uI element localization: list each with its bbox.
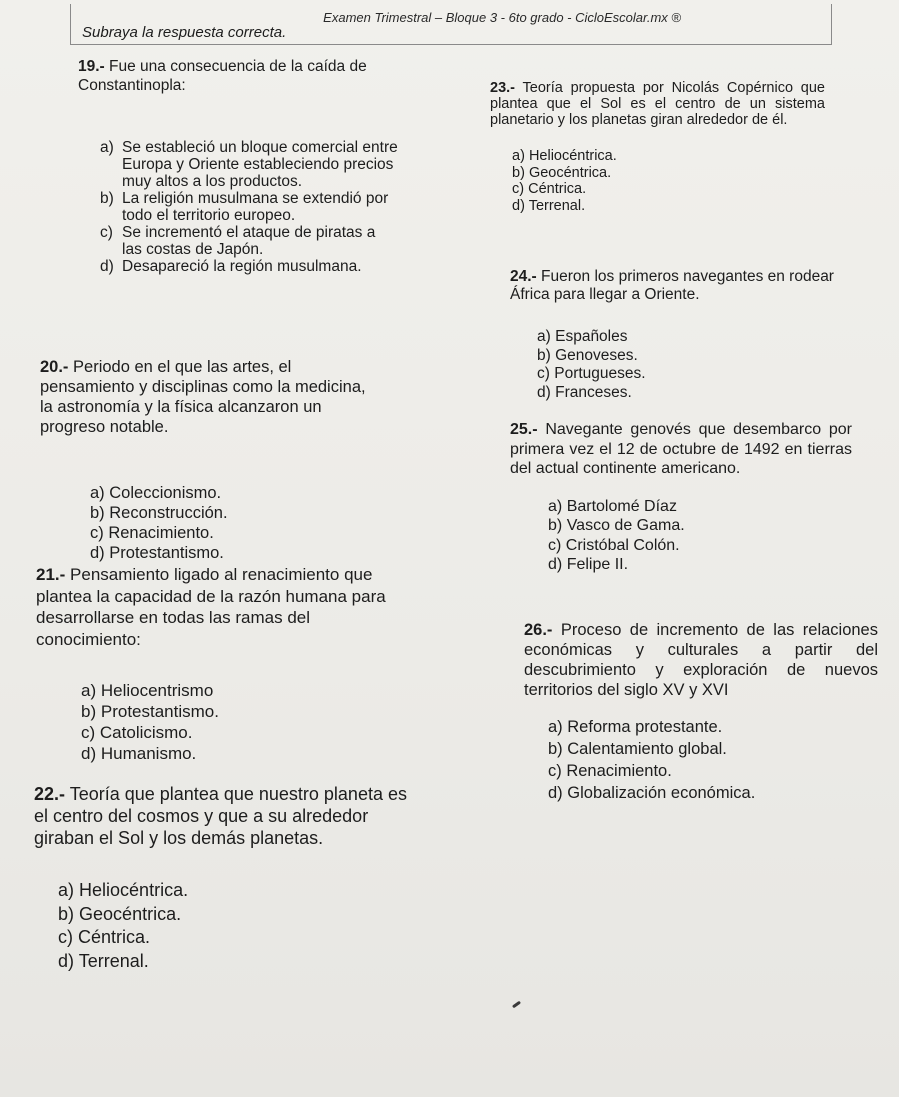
- answer-option[interactable]: [90, 503, 380, 523]
- question-text: Fue una consecuencia de la caída de Constantinopla:: [78, 58, 367, 94]
- option-letter: c): [81, 723, 96, 742]
- question-25-stem: [510, 420, 852, 479]
- question-26: [506, 620, 878, 804]
- option-letter: a): [81, 681, 97, 700]
- question-21-stem: [36, 564, 416, 650]
- answer-option[interactable]: [90, 483, 380, 503]
- option-text: Terrenal.: [528, 197, 586, 214]
- option-letter: d): [548, 784, 563, 802]
- question-number: 23.-: [490, 80, 515, 96]
- answer-options: [490, 148, 825, 214]
- question-20: [40, 357, 380, 563]
- answer-option[interactable]: [58, 903, 424, 927]
- option-letter: d): [81, 744, 97, 763]
- answer-option[interactable]: [512, 198, 825, 215]
- option-letter: d): [537, 383, 551, 401]
- option-text: Céntrica.: [78, 927, 151, 947]
- question-21: [36, 564, 416, 764]
- answer-options: [510, 497, 852, 575]
- option-text: Catolicismo.: [99, 723, 193, 742]
- option-text: Heliocéntrica.: [79, 880, 189, 900]
- question-23-stem: [490, 80, 825, 128]
- answer-option[interactable]: [81, 701, 416, 722]
- option-letter: d): [548, 556, 563, 573]
- option-letter: a): [537, 328, 551, 345]
- option-text: Vasco de Gama.: [566, 517, 685, 534]
- answer-option[interactable]: [81, 722, 416, 743]
- question-text: Pensamiento ligado al renacimiento que plantea la capacidad de la razón humana para desarrollarse en todas las ramas del conocimiento:: [36, 565, 386, 649]
- option-text: Reforma protestante.: [567, 718, 723, 736]
- answer-option[interactable]: [512, 148, 825, 165]
- option-letter: c): [90, 524, 104, 542]
- answer-options: [36, 680, 416, 764]
- option-text: Renacimiento.: [566, 762, 672, 780]
- answer-option[interactable]: [537, 384, 840, 403]
- option-letter: b): [100, 190, 114, 207]
- question-26-stem: [506, 620, 878, 700]
- question-19: [78, 58, 398, 275]
- answer-option[interactable]: [537, 328, 840, 347]
- option-text: Protestantismo.: [109, 544, 224, 562]
- option-letter: b): [512, 164, 525, 181]
- question-22-stem: [34, 783, 424, 849]
- option-text: Heliocéntrica.: [528, 148, 617, 164]
- question-text: Teoría propuesta por Nicolás Copérnico que plantea que el Sol es el centro de un sistema planetario y los planetas giran alrededor de él.: [490, 80, 825, 128]
- option-text: Renacimiento.: [108, 524, 214, 542]
- option-text: Heliocentrismo: [100, 681, 214, 700]
- question-25: [510, 420, 852, 575]
- option-letter: d): [100, 258, 114, 275]
- option-letter: a): [512, 148, 525, 164]
- answer-option[interactable]: [100, 190, 398, 224]
- question-number: 21.-: [36, 565, 66, 584]
- option-letter: b): [58, 903, 75, 924]
- answer-option[interactable]: [100, 139, 398, 190]
- answer-option[interactable]: [537, 347, 840, 366]
- question-23: [490, 80, 825, 214]
- exam-header-title: Examen Trimestral – Bloque 3 - 6to grado - CicloEscolar.mx ®: [323, 10, 681, 25]
- answer-options: [34, 879, 424, 973]
- option-letter: d): [58, 950, 75, 971]
- answer-option[interactable]: [548, 516, 852, 536]
- answer-option[interactable]: [58, 926, 424, 950]
- option-letter: c): [537, 365, 550, 382]
- option-text: Geocéntrica.: [528, 164, 612, 181]
- option-letter: c): [58, 927, 73, 947]
- answer-option[interactable]: [548, 716, 878, 738]
- answer-option[interactable]: [537, 365, 840, 384]
- option-text: Portugueses.: [554, 365, 646, 382]
- answer-option[interactable]: [548, 782, 878, 804]
- question-text: Fueron los primeros navegantes en rodear África para llegar a Oriente.: [510, 268, 834, 303]
- question-text: Proceso de incremento de las relaciones económicas y culturales a partir del descubrimiento y exploración de nuevos territorios del siglo XV y XVI: [524, 621, 878, 699]
- answer-option[interactable]: [58, 950, 424, 974]
- question-20-stem: [40, 357, 380, 437]
- answer-option[interactable]: [81, 743, 416, 764]
- option-text: Españoles: [555, 328, 628, 345]
- answer-options: [506, 716, 878, 804]
- option-text: Genoveses.: [555, 346, 638, 364]
- option-letter: b): [548, 517, 563, 534]
- instruction-text: Subraya la respuesta correcta.: [82, 24, 287, 41]
- answer-option[interactable]: [548, 738, 878, 760]
- option-text: Terrenal.: [78, 950, 149, 971]
- option-letter: c): [548, 762, 562, 780]
- option-text: Reconstrucción.: [109, 504, 228, 522]
- answer-option[interactable]: [81, 680, 416, 701]
- answer-option[interactable]: [90, 543, 380, 563]
- option-text: Felipe II.: [566, 556, 629, 573]
- option-letter: b): [90, 504, 105, 522]
- option-text: Bartolomé Díaz: [566, 497, 677, 515]
- answer-option[interactable]: [548, 497, 852, 517]
- option-letter: d): [512, 197, 525, 214]
- question-number: 22.-: [34, 784, 66, 804]
- option-letter: a): [90, 484, 105, 502]
- pencil-mark: [512, 1001, 521, 1009]
- option-letter: c): [512, 181, 525, 197]
- question-22: [34, 783, 424, 973]
- question-number: 25.-: [510, 421, 538, 438]
- question-number: 26.-: [524, 621, 553, 639]
- answer-option[interactable]: [100, 224, 398, 258]
- option-letter: a): [548, 497, 563, 515]
- question-number: 24.-: [510, 268, 537, 285]
- option-text: Protestantismo.: [100, 702, 219, 721]
- option-letter: c): [548, 536, 562, 554]
- option-text: Globalización económica.: [567, 784, 756, 802]
- answer-option[interactable]: [512, 165, 825, 182]
- answer-option[interactable]: [90, 523, 380, 543]
- option-letter: a): [58, 880, 75, 900]
- option-text: Humanismo.: [100, 744, 197, 763]
- question-number: 20.-: [40, 358, 69, 376]
- option-letter: a): [548, 718, 563, 736]
- option-letter: d): [90, 544, 105, 562]
- answer-option[interactable]: [548, 555, 852, 575]
- answer-options: [510, 328, 840, 402]
- question-24-stem: [510, 268, 840, 304]
- option-letter: a): [100, 139, 114, 156]
- option-text: Calentamiento global.: [567, 740, 727, 758]
- option-text: Se estableció un bloque comercial entre Europa y Oriente estableciendo precios muy altos a los productos.: [122, 139, 398, 190]
- question-text: Periodo en el que las artes, el pensamiento y disciplinas como la medicina, la astronomía y la física alcanzaron un progreso notable.: [40, 358, 366, 436]
- answer-options: [78, 139, 398, 275]
- answer-option[interactable]: [58, 879, 424, 903]
- option-text: Desapareció la región musulmana.: [122, 258, 362, 275]
- answer-options: [40, 483, 380, 563]
- option-text: La religión musulmana se extendió por todo el territorio europeo.: [122, 190, 389, 224]
- answer-option[interactable]: [100, 258, 398, 275]
- option-letter: b): [537, 346, 551, 364]
- option-text: Cristóbal Colón.: [565, 536, 680, 554]
- question-text: Navegante genovés que desembarco por primera vez el 12 de octubre de 1492 en tierras del actual continente americano.: [510, 421, 852, 477]
- question-number: 19.-: [78, 58, 105, 75]
- question-text: Teoría que plantea que nuestro planeta es el centro del cosmos y que a su alrededor giraban el Sol y los demás planetas.: [34, 784, 407, 848]
- option-text: Céntrica.: [528, 181, 587, 197]
- answer-option[interactable]: [548, 760, 878, 782]
- option-letter: b): [81, 702, 97, 721]
- option-text: Franceses.: [555, 383, 632, 401]
- answer-option[interactable]: [512, 181, 825, 198]
- option-text: Se incrementó el ataque de piratas a las costas de Japón.: [122, 224, 376, 258]
- answer-option[interactable]: [548, 536, 852, 556]
- question-24: [510, 268, 840, 402]
- option-letter: c): [100, 224, 113, 241]
- option-text: Coleccionismo.: [109, 484, 222, 502]
- question-19-stem: [78, 58, 388, 95]
- option-text: Geocéntrica.: [79, 903, 182, 924]
- option-letter: b): [548, 740, 563, 758]
